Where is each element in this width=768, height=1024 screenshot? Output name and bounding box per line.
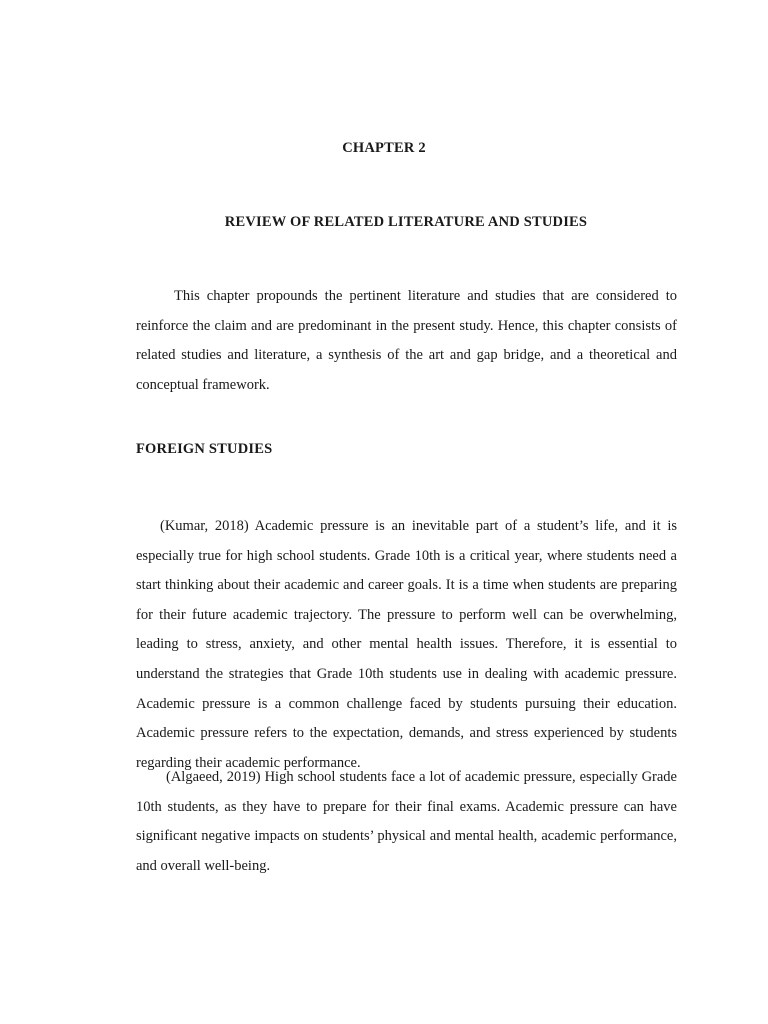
intro-paragraph: This chapter propounds the pertinent literature and studies that are considered to reinforce the claim and are predominant in the present study. Hence, this chapter consists of related studies and literature, a synthesis of the art and gap bridge, and a theoretical and conceptual framework. bbox=[136, 288, 677, 393]
paragraph-algaeed-2019: (Algaeed, 2019) High school students face a lot of academic pressure, especially Grade 10th students, as they have to prepare for their final exams. Academic pressure can have significant negative impacts on students’ physical and mental health, academic performance, and overall well-being. bbox=[136, 769, 677, 874]
paragraph-kumar-2018: (Kumar, 2018) Academic pressure is an inevitable part of a student’s life, and it is especially true for high school students. Grade 10th is a critical year, where students need a start thinking about their academic and career goals. It is a time when students are preparing for their future academic trajectory. The pressure to perform well can be overwhelming, leading to stress, anxiety, and other mental health issues. Therefore, it is essential to understand the strategies that Grade 10th students use in dealing with academic pressure. Academic pressure is a common challenge faced by students pursuing their education. Academic pressure refers to the expectation, demands, and stress experienced by students regarding their academic performance. bbox=[136, 518, 677, 771]
chapter-title: REVIEW OF RELATED LITERATURE AND STUDIES bbox=[224, 214, 588, 230]
section-heading-foreign-studies: FOREIGN STUDIES bbox=[136, 441, 273, 457]
chapter-heading: CHAPTER 2 bbox=[342, 140, 426, 156]
